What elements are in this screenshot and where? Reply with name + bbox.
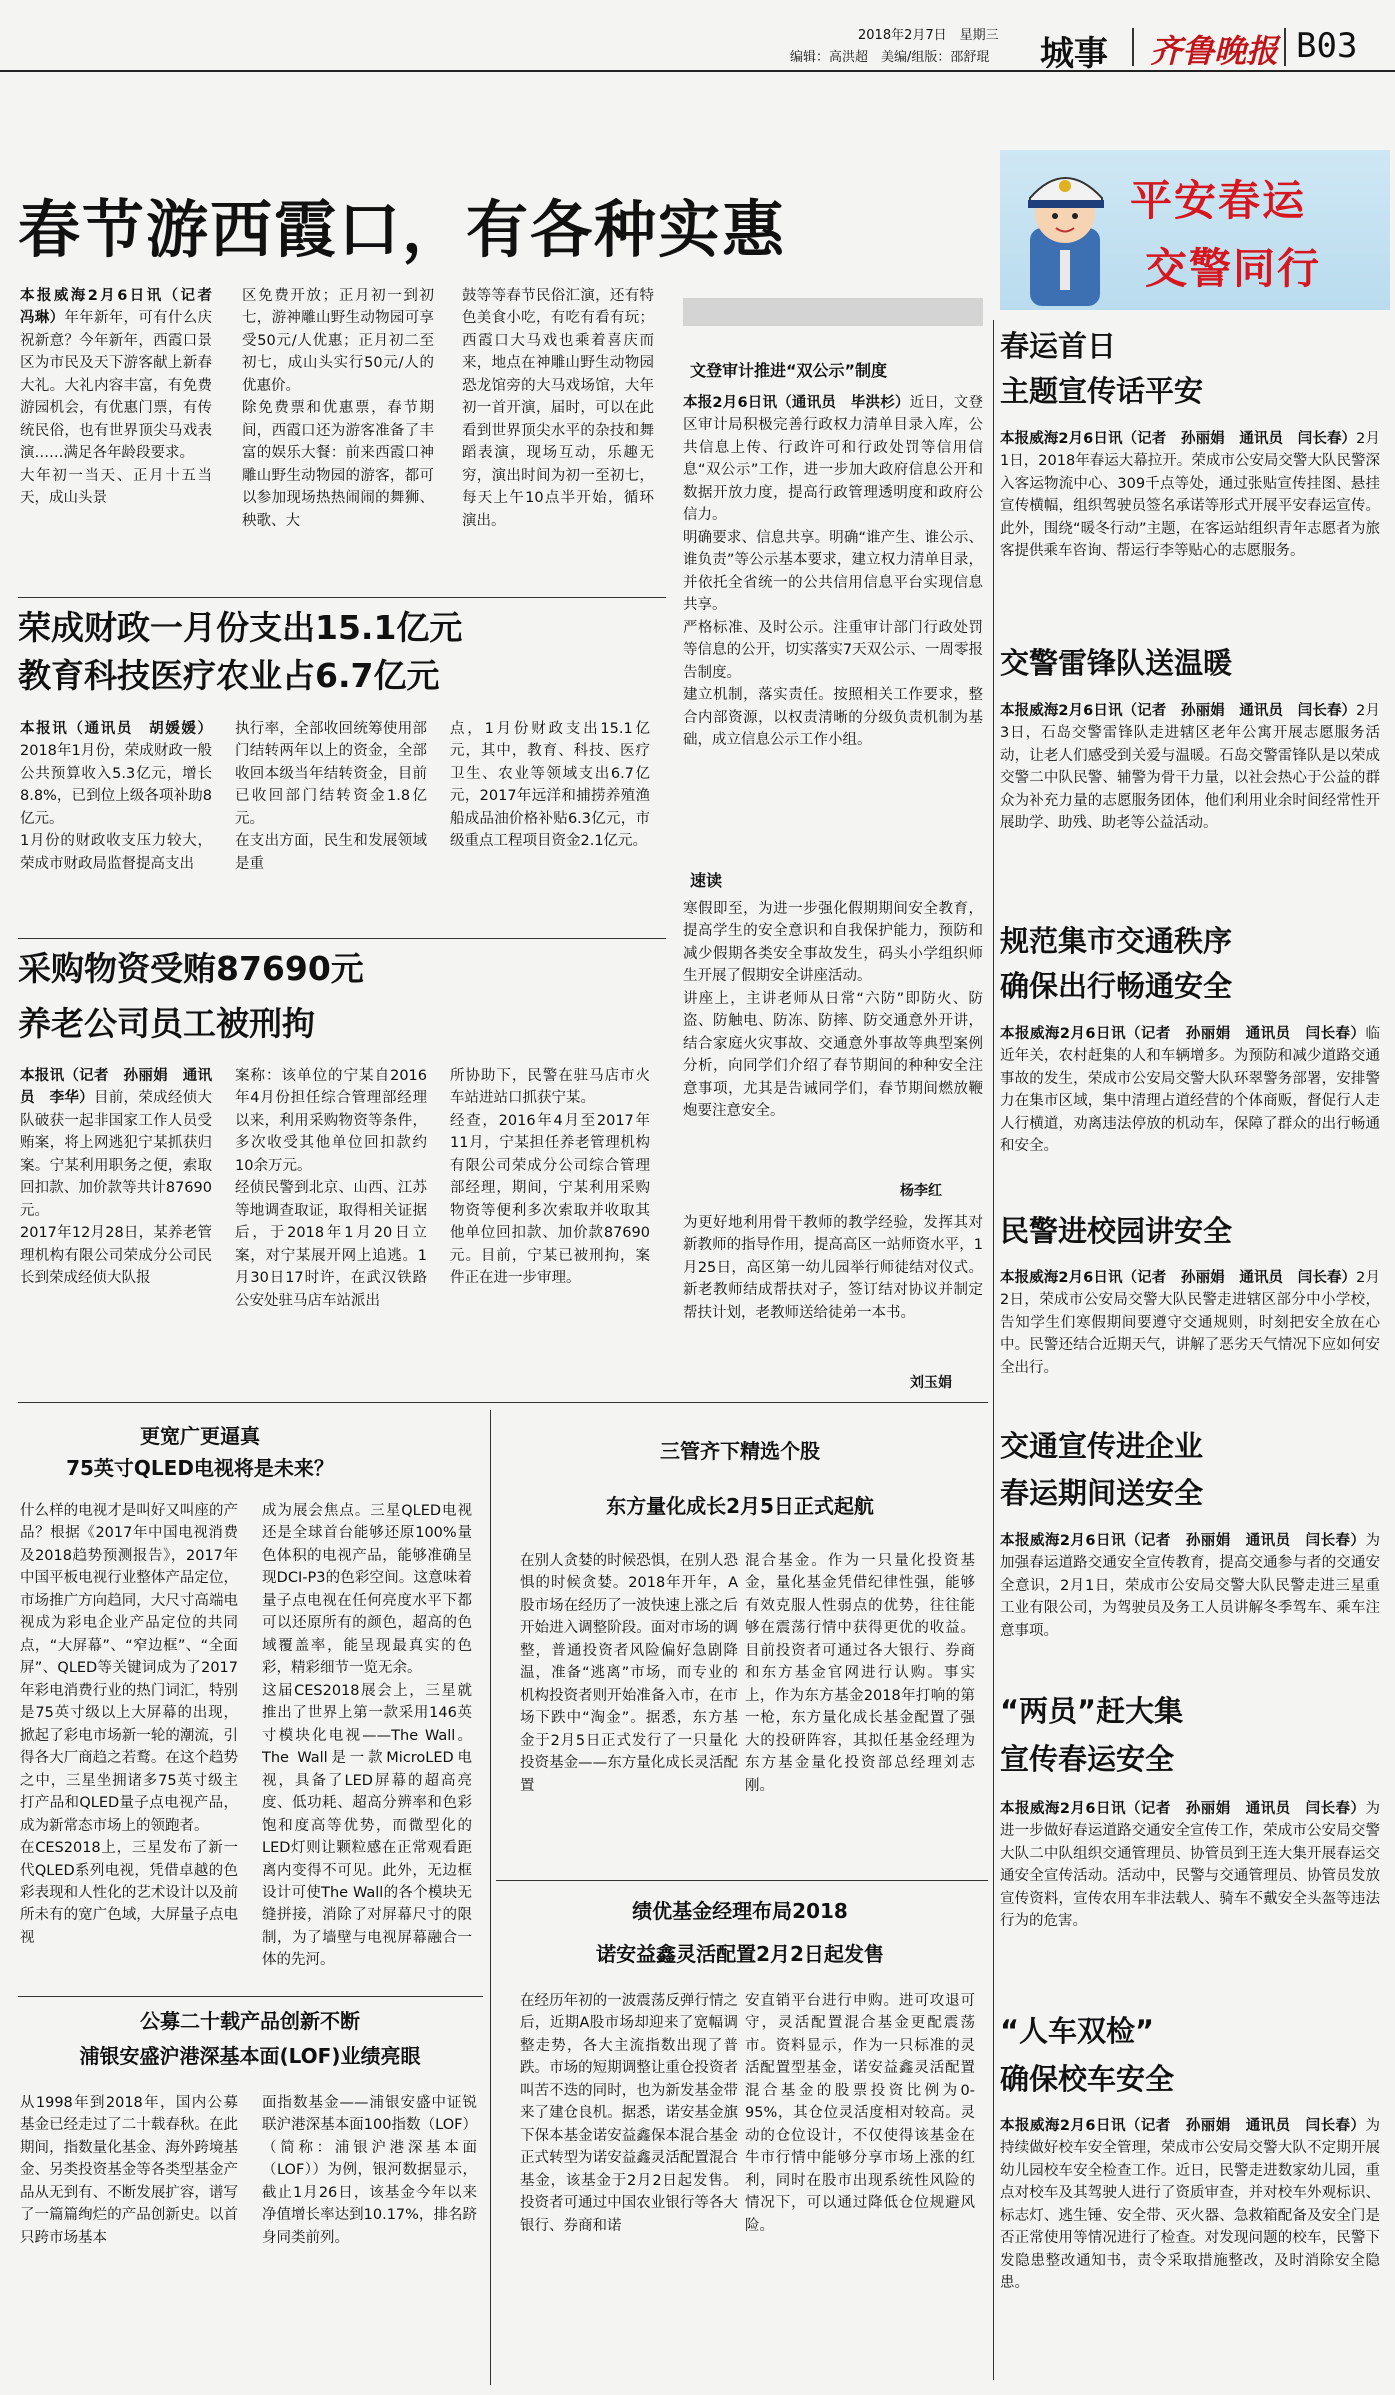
article-text: 2018年1月份，荣成财政一般公共预算收入5.3亿元，增长8.8%，已到位上级各项补助8亿元。 1月份的财政收支压力较大，荣成市财政局监督提高支出	[20, 743, 212, 872]
article-subtitle: 东方量化成长2月5日正式起航	[606, 1494, 874, 1518]
sidebar-text	[1000, 1530, 1380, 1670]
article-column: 从1998年到2018年，国内公募基金已经走过了二十载春秋。在此期间，指数量化基金、海外跨境基金、另类投资基金等各类型基金产品从无到有、不断发展扩容，谱写了一篇篇绚烂的产品创新史。以首只跨市场基本	[20, 2095, 238, 2246]
article-column: 为更好地利用骨干教师的教学经验，发挥其对新教师的指导作用，提高高区一站师资水平，1月25日，高区第一幼儿园举行师徒结对仪式。新老教师结成帮扶对子，签订结对协议并制定帮扶计划，老教师送给徒弟一本书。	[683, 1215, 983, 1321]
traffic-police-icon	[1010, 158, 1120, 306]
article-lead: 本报威海2月6日讯（记者 孙丽娟 通讯员 闫长春）	[1000, 1801, 1366, 1817]
article-text: 为持续做好校车安全管理，荣成市公安局交警大队不定期开展幼儿园校车安全检查工作。近日，民警走进数家幼儿园，重点对校车及其驾驶人进行了资质审查，并对校车外观标识、标志灯、逃生锤、安全带、灭火器、急救箱配备及安全门是否正常使用等情况进行了检查。对发现问题的校车，民警下发隐患整改通知书，责令采取措施整改，及时消除安全隐患。	[1000, 2118, 1380, 2292]
article-column	[683, 392, 983, 862]
sidebar-subtitle: 确保出行畅通安全	[1000, 969, 1233, 1003]
article-lead: 本报讯（通讯员 胡媛媛）	[20, 721, 212, 737]
byline: 杨李红	[900, 1183, 942, 1199]
header-divider	[1132, 28, 1134, 66]
divider	[18, 597, 666, 598]
article-subtitle: 诺安益鑫灵活配置2月2日起发售	[596, 1942, 884, 1966]
article-title: 绩优基金经理布局2018	[632, 1899, 848, 1923]
article-column: 在经历年初的一波震荡反弹行情之后，近期A股市场却迎来了宽幅调整走势，各大主流指数出现了普跌。市场的短期调整让重仓投资者叫苦不迭的同时，也为新发基金带来了建仓良机。据悉，诺安基金旗下保本基金诺安益鑫保本混合基金正式转型为诺安益鑫灵活配置混合基金，该基金于2月2日起发售。投资者可通过中国农业银行等各大银行、券商和诺	[520, 1993, 738, 2234]
sidebar-title: 交警雷锋队送温暖	[1000, 646, 1233, 680]
section-name: 城事	[1040, 34, 1108, 74]
article-column: 案称：该单位的宁某自2016年4月份担任综合管理部经理以来，利用采购物资等条件，多次收受其他单位回扣款约10余万元。 经侦民警到北京、山西、江苏等地调查取证，取得相关证据后，于2018年1月20日立案，对宁某展开网上追逃。1月30日17时许，在武汉铁路公安处驻马店车站派出	[235, 1068, 427, 1309]
article-text: 2月1日，2018年春运大幕拉开。荣成市公安局交警大队民警深入客运物流中心、309千点等处，通过张贴宣传挂图、悬挂宣传横幅，组织驾驶员签名承诺等形式开展平安春运宣传。此外，围绕“暖冬行动”主题，在客运站组织青年志愿者为旅客提供乘车咨询、帮运行李等贴心的志愿服务。	[1000, 431, 1380, 560]
editor-credits: 编辑：高洪超 美编/组版：邵舒琨	[790, 50, 990, 65]
column-divider	[490, 1410, 491, 2385]
sidebar-text	[1000, 1023, 1380, 1188]
sidebar-title: 民警进校园讲安全	[1000, 1214, 1233, 1248]
divider	[18, 1996, 483, 1997]
issue-date: 2018年2月7日 星期三	[858, 28, 999, 43]
article-lead: 本报威海2月6日讯（记者 孙丽娟 通讯员 闫长春）	[1000, 1270, 1357, 1286]
article-column: 成为展会焦点。三星QLED电视还是全球首台能够还原100%量色体积的电视产品，能够准确呈现DCI-P3的色彩空间。这意味着量子点电视在任何亮度水平下都可以还原所有的颜色，超高的色域覆盖率，能呈现最真实的色彩，精彩细节一览无余。 这届CES2018展会上，三星就推出了世界上第一款采用146英寸模块化电视——The Wall。The Wall是一款MicroLED电视，具备了LED屏幕的超高亮度、低功耗、超高分辨率和色彩饱和度高等优势，而微型化的LED灯则让颗粒感在正常观看距离内变得不可见。此外，无边框设计可使The Wall的各个模块无缝拼接，消除了对屏幕尺寸的限制，为了墙壁与电视屏幕融合一体的先河。	[262, 1503, 472, 1969]
promo-line-2: 交警同行	[1145, 244, 1322, 293]
sidebar-text	[1000, 2115, 1380, 2385]
sidebar-title: 春运首日	[1000, 329, 1117, 363]
article-column: 混合基金。作为一只量化投资基金，量化基金凭借纪律性强，能够有效克服人性弱点的优势，往往能够在震荡行情中获得更优的收益。目前投资者可通过各大银行、券商和东方基金官网进行认购。事实上，作为东方基金2018年打响的第一枪，东方量化成长基金配置了强大的投研阵容，其拟任基金经理为东方基金量化投资部总经理刘志刚。	[745, 1553, 975, 1794]
sidebar-title: 规范集市交通秩序	[1000, 924, 1233, 958]
sidebar-text	[1000, 700, 1380, 925]
sidebar-title: “两员”赶大集	[1000, 1694, 1184, 1728]
article-text: 为加强春运道路交通安全宣传教育，提高交通参与者的交通安全意识，2月1日，荣成市公安局交警大队民警走进三星重工业有限公司，为驾驶员及务工人员讲解冬季驾车、乘车注意事项。	[1000, 1533, 1380, 1639]
article-text: 2月2日，荣成市公安局交警大队民警走进辖区部分中小学校，告知学生们寒假期间要遵守交通规则，时刻把安全放在心中。民警还结合近期天气，讲解了恶劣天气情况下应如何安全出行。	[1000, 1270, 1380, 1376]
article-column: 什么样的电视才是叫好又叫座的产品？根据《2017年中国电视消费及2018趋势预测报告》，2017年中国平板电视行业整体产品定位，市场推广方向趋同，大尺寸高端电视成为彩电企业产品定位的共同点，“大屏幕”、“窄边框”、“全面屏”、QLED等关键词成为了2017年彩电消费行业的热门词汇，特别是75英寸级以上大屏幕的出现，掀起了彩电市场新一轮的潮流，引得各大厂商趋之若鹜。在这个趋势之中，三星坐拥诸多75英寸级主打产品和QLED量子点电视产品，成为新常态市场上的领跑者。 在CES2018上，三星发布了新一代QLED系列电视，凭借卓越的色彩表现和人性化的艺术设计以及前所未有的宽广色域，大屏量子点电视	[20, 1503, 238, 1946]
sidebar-subtitle: 主题宣传话平安	[1000, 374, 1204, 408]
sidebar-text	[1000, 1798, 1380, 1988]
promo-line-1: 平安春运	[1130, 176, 1307, 225]
article-title: 采购物资受贿87690元	[18, 949, 364, 988]
article-title: 更宽广更逼真	[140, 1424, 260, 1448]
article-column: 区免费开放；正月初一到初七，游神雕山野生动物园可享受50元/人优惠；正月初二至初七，成山头实行50元/人的优惠价。 除免费票和优惠票，春节期间，西霞口还为游客准备了丰富的娱乐大餐：前来西霞口神雕山野生动物园的游客，都可以参加现场热热闹闹的舞狮、秧歌、大	[242, 288, 434, 529]
article-title: 文登审计推进“双公示”制度	[690, 361, 888, 380]
article-subtitle: 75英寸QLED电视将是未来？	[66, 1456, 334, 1480]
article-column: 鼓等等春节民俗汇演，还有特色美食小吃，有吃有看有玩；西霞口大马戏也乘着喜庆而来，地点在神雕山野生动物园恐龙馆旁的大马戏场馆，大年初一首开演，届时，可以在此看到世界顶尖水平的杂技和舞蹈表演，现场互动，乐趣无穷，演出时间为初一至初七，每天上午10点半开始，循环演出。	[462, 288, 654, 529]
article-column: 安直销平台进行申购。进可攻退可守，灵活配置混合基金更配震荡市。资料显示，作为一只标准的灵活配置型基金，诺安益鑫灵活配置混合基金的股票投资比例为0-95%，其仓位灵活度相对较高。灵动的仓位设计，不仅使得该基金在牛市行情中能够分享市场上涨的红利，同时在股市出现系统性风险的情况下，可以通过降低仓位规避风险。	[745, 1993, 975, 2234]
article-subtitle: 浦银安盛沪港深基本面(LOF)业绩亮眼	[79, 2044, 421, 2068]
article-text: 近日，文登区审计局积极完善行政权力清单目录入库，公共信息上传、行政许可和行政处罚等信用信息“双公示”工作，进一步加大政府信息公开和数据开放力度，提高行政管理透明度和政府公信力。 明确要求、信息共享。明确“谁产生、谁公示、谁负责”等公示基本要求，建立权力清单目录，并依托全省统一的公共信用信息平台实现信息共享。 严格标准、及时公示。注重审计部门行政处罚等信息的公开，切实落实7天双公示、一周零报告制度。 建立机制，落实责任。按照相关工作要求，整合内部资源，以权责清晰的分级负责机制为基础，成立信息公示工作小组。	[683, 395, 984, 749]
article-title: 三管齐下精选个股	[660, 1439, 820, 1463]
article-lead: 本报威海2月6日讯（记者 孙丽娟 通讯员 闫长春）	[1000, 703, 1357, 719]
article-column	[20, 1065, 212, 1395]
shade-bar	[683, 298, 983, 326]
article-text: 目前，荣成经侦大队破获一起非国家工作人员受贿案，将上网逃犯宁某抓获归案。宁某利用职务之便，索取回扣款、加价款等共计87690元。 2017年12月28日，某养老管理机构有限公司荣成分公司民长到荣成经侦大队报	[20, 1090, 213, 1287]
article-column: 在别人贪婪的时候恐惧，在别人恐惧的时候贪婪。2018年开年，A股市场在经历了一波快速上涨之后开始进入调整阶段。面对市场的调整，普通投资者风险偏好急剧降温，准备“逃离”市场，而专业的机构投资者则开始准备入市，在市场下跌中“淘金”。据悉，东方基金于2月5日正式发行了一只量化投资基金——东方量化成长灵活配置	[520, 1553, 738, 1794]
article-lead: 本报讯（记者 孙丽娟 通讯员 李华）	[20, 1068, 212, 1107]
article-column: 所协助下，民警在驻马店市火车站进站口抓获宁某。 经查，2016年4月至2017年11月，宁某担任养老管理机构有限公司荣成分公司综合管理部经理，期间，宁某利用采购物资等便利多次索取并收取其他单位回扣款、加价款87690元。目前，宁某已被刑拘，案件正在进一步审理。	[450, 1068, 650, 1287]
page-number: B03	[1296, 26, 1358, 66]
sidebar-subtitle: 确保校车安全	[1000, 2062, 1175, 2096]
article-lead: 本报威海2月6日讯（记者 孙丽娟 通讯员 闫长春）	[1000, 1026, 1366, 1042]
article-lead: 本报威海2月6日讯（记者 孙丽娟 通讯员 闫长春）	[1000, 2118, 1366, 2134]
sidebar-text	[1000, 1267, 1380, 1407]
divider	[496, 1880, 988, 1881]
article-lead: 本报2月6日讯（通讯员 毕洪杉）	[683, 395, 910, 411]
sidebar-title: 交通宣传进企业	[1000, 1429, 1204, 1463]
article-lead: 本报威海2月6日讯（记者 冯琳）	[20, 288, 227, 327]
article-column: 面指数基金——浦银安盛中证锐联沪港深基本面100指数（LOF）（简称：浦银沪港深基本面（LOF））为例，银河数据显示，截止1月26日，该基金今年以来净值增长率达到10.17%，排名跻身同类前列。	[262, 2095, 477, 2246]
article-text: 为进一步做好春运道路交通安全宣传工作，荣成市公安局交警大队二中队组织交通管理员、协管员到王连大集开展春运交通安全宣传活动。活动中，民警与交通管理员、协管员发放宣传资料，宣传农用车非法载人、骑车不戴安全头盔等违法行为的危害。	[1000, 1801, 1380, 1930]
sidebar-title: “人车双检”	[1000, 2014, 1155, 2048]
article-lead: 本报威海2月6日讯（记者 孙丽娟 通讯员 闫长春）	[1000, 1533, 1366, 1549]
article-column: 执行率，全部收回统筹使用部门结转两年以上的资金，全部收回本级当年结转资金，目前已收回部门结转资金1.8亿元。 在支出方面，民生和发展领域是重	[235, 721, 427, 872]
divider	[18, 938, 666, 939]
main-headline: 春节游西霞口，有各种实惠	[18, 193, 787, 266]
article-lead: 本报威海2月6日讯（记者 孙丽娟 通讯员 闫长春）	[1000, 431, 1357, 447]
header-divider	[1284, 28, 1286, 66]
divider	[18, 1402, 988, 1403]
article-subtitle: 养老公司员工被刑拘	[18, 1004, 315, 1043]
byline: 刘玉娟	[910, 1375, 952, 1391]
article-title: 公募二十载产品创新不断	[140, 2009, 360, 2033]
article-subtitle: 教育科技医疗农业占6.7亿元	[18, 656, 440, 695]
article-text: 临近年关，农村赶集的人和车辆增多。为预防和减少道路交通事故的发生，荣成市公安局交警大队环翠警务部署，安排警力在集市区域，集中清理占道经营的个体商贩，督促行人走人行横道，劝离违法停放的机动车，保障了群众的出行畅通和安全。	[1000, 1026, 1380, 1155]
article-column	[20, 285, 227, 593]
article-title: 荣成财政一月份支出15.1亿元	[18, 608, 463, 647]
article-text: 2月3日，石岛交警雷锋队走进辖区老年公寓开展志愿服务活动，让老人们感受到关爱与温暖。石岛交警雷锋队是以荣成交警二中队民警、辅警为骨干力量，以社会热心于公益的群众为补充力量的志愿服务团体，他们利用业余时间经常性开展助学、助残、助老等公益活动。	[1000, 703, 1380, 832]
sidebar-subtitle: 春运期间送安全	[1000, 1476, 1204, 1510]
article-column	[20, 718, 212, 934]
sidebar-text	[1000, 428, 1380, 628]
sidebar-subtitle: 宣传春运安全	[1000, 1742, 1175, 1776]
article-title: 速读	[690, 871, 723, 890]
page-header	[0, 0, 1395, 72]
promo-badge	[1000, 150, 1390, 310]
paper-logo: 齐鲁晚报	[1150, 32, 1279, 70]
article-column: 寒假即至，为进一步强化假期期间安全教育，提高学生的安全意识和自我保护能力，预防和减少假期各类安全事故发生，码头小学组织师生开展了假期安全讲座活动。 讲座上，主讲老师从日常“六防”即防火、防盗、防触电、防冻、防摔、防交通意外开讲，结合家庭火灾事故、交通意外事故等典型案例分析，向同学们介绍了春节期间的种种安全注意事项，尤其是告诫同学们，春节期间燃放鞭炮要注意安全。	[683, 901, 983, 1120]
column-divider	[993, 320, 994, 2380]
article-text: 年年新年，可有什么庆祝新意？今年新年，西霞口景区为市民及天下游客献上新春大礼。大礼内容丰富，有免费游园机会，有优惠门票，有传统民俗，也有世界顶尖马戏表演……满足各年龄段要求。 大年初一当天、正月十五当天，成山头景	[20, 310, 212, 507]
article-column: 点，1月份财政支出15.1亿元，其中，教育、科技、医疗卫生、农业等领域支出6.7亿元，2017年远洋和捕捞养殖渔船成品油价格补贴6.3亿元，市级重点工程项目资金2.1亿元。	[450, 721, 650, 850]
